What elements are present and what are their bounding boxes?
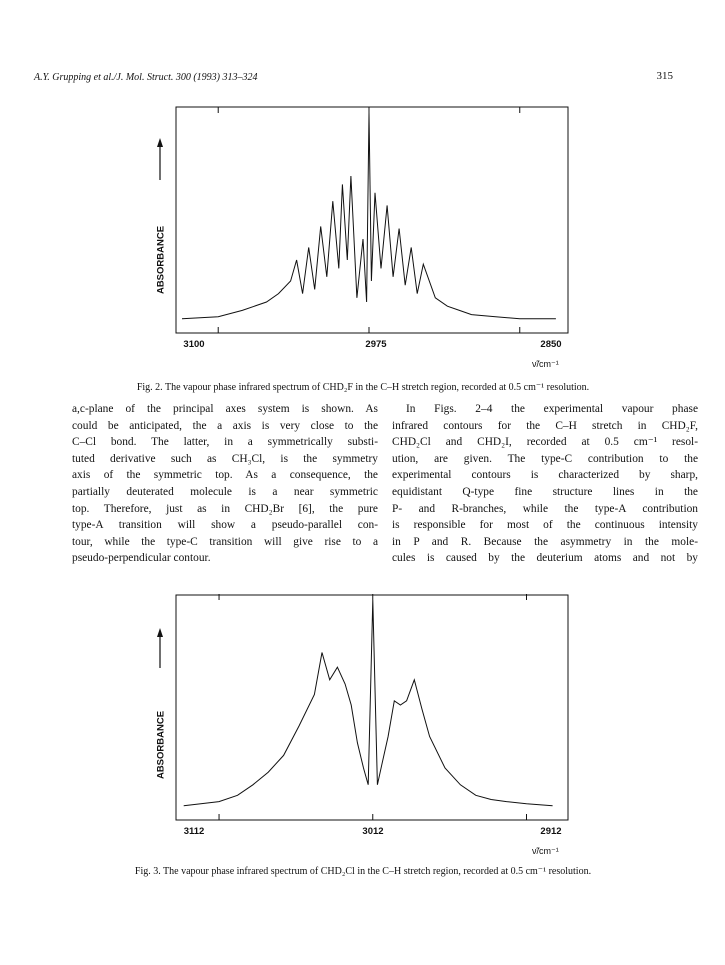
- text-line: tuted derivative such as CH₃Cl, is the symmetry: [72, 452, 378, 465]
- text-line: infrared contours for the C–H stretch in CHD₂F,: [392, 419, 698, 432]
- text-line: C–Cl bond. The latter, in a symmetrically substi-: [72, 436, 378, 449]
- figure-3-ylabel: ABSORBANCE: [155, 710, 167, 780]
- text-line: experimental contours is characterized by sharp,: [392, 469, 698, 482]
- figure-2-ylabel: ABSORBANCE: [155, 225, 167, 295]
- figure-3-xtick-2: 3012: [362, 826, 384, 837]
- text-line: P- and R-branches, while the type-A contribution: [392, 502, 698, 515]
- figure-2-xtick-3: 2850: [540, 339, 562, 350]
- spectrum-lines: [184, 594, 553, 820]
- text-line: top. Therefore, just as in CHD₂Br [6], the pure: [72, 502, 378, 515]
- figure-2-xunit: ν̃/cm⁻¹: [532, 359, 559, 369]
- figure-2-caption: Fig. 2. The vapour phase infrared spectrum of CHD₂F in the C–H stretch region, recorded at 0.5 cm⁻¹ resolution.: [136, 382, 590, 393]
- text-line: cules is caused by the deuterium atoms and not by: [392, 552, 698, 565]
- running-head: A.Y. Grupping et al./J. Mol. Struct. 300 (1993) 313–324: [34, 72, 258, 83]
- text-line: pseudo-perpendicular contour.: [72, 552, 211, 565]
- figure-2-xtick-2: 2975: [365, 339, 387, 350]
- figure-3-xunit: ν̃/cm⁻¹: [532, 846, 559, 856]
- text-line: axis of the symmetric top. As a consequence, the: [72, 469, 378, 482]
- text-line: In Figs. 2–4 the experimental vapour phase: [406, 403, 698, 415]
- figure-3-xtick-1: 3112: [183, 826, 205, 837]
- text-line: ution, are given. The type-C contribution to the: [392, 452, 698, 465]
- page-number: 315: [656, 70, 673, 82]
- text-line: CHD₂Cl and CHD₂I, recorded at 0.5 cm⁻¹ resol-: [392, 436, 698, 449]
- figure-3-xtick-3: 2912: [540, 826, 562, 837]
- text-line: type-A transition will show a pseudo-parallel con-: [72, 519, 378, 532]
- text-line: equidistant Q-type fine structure lines in the: [392, 485, 698, 498]
- text-line: partially deuterated molecule is a near symmetric: [72, 485, 378, 498]
- text-line: a,c-plane of the principal axes system is shown. As: [72, 403, 378, 415]
- figure-3-caption: Fig. 3. The vapour phase infrared spectrum of CHD₂Cl in the C–H stretch region, recorded at 0.5 cm⁻¹ resolution.: [134, 866, 592, 877]
- text-line: tour, while the type-C transition will give rise to a: [72, 535, 378, 548]
- spectrum-line: [184, 600, 553, 806]
- text-line: could be anticipated, the a axis is very close to the: [72, 419, 378, 432]
- ylabel-arrowhead: [157, 628, 163, 637]
- text-line: is responsible for most of the continuous intensity: [392, 519, 698, 532]
- figure-2-xtick-1: 3100: [183, 339, 205, 350]
- text-line: in P and R. Because the asymmetry in the mole-: [392, 535, 698, 548]
